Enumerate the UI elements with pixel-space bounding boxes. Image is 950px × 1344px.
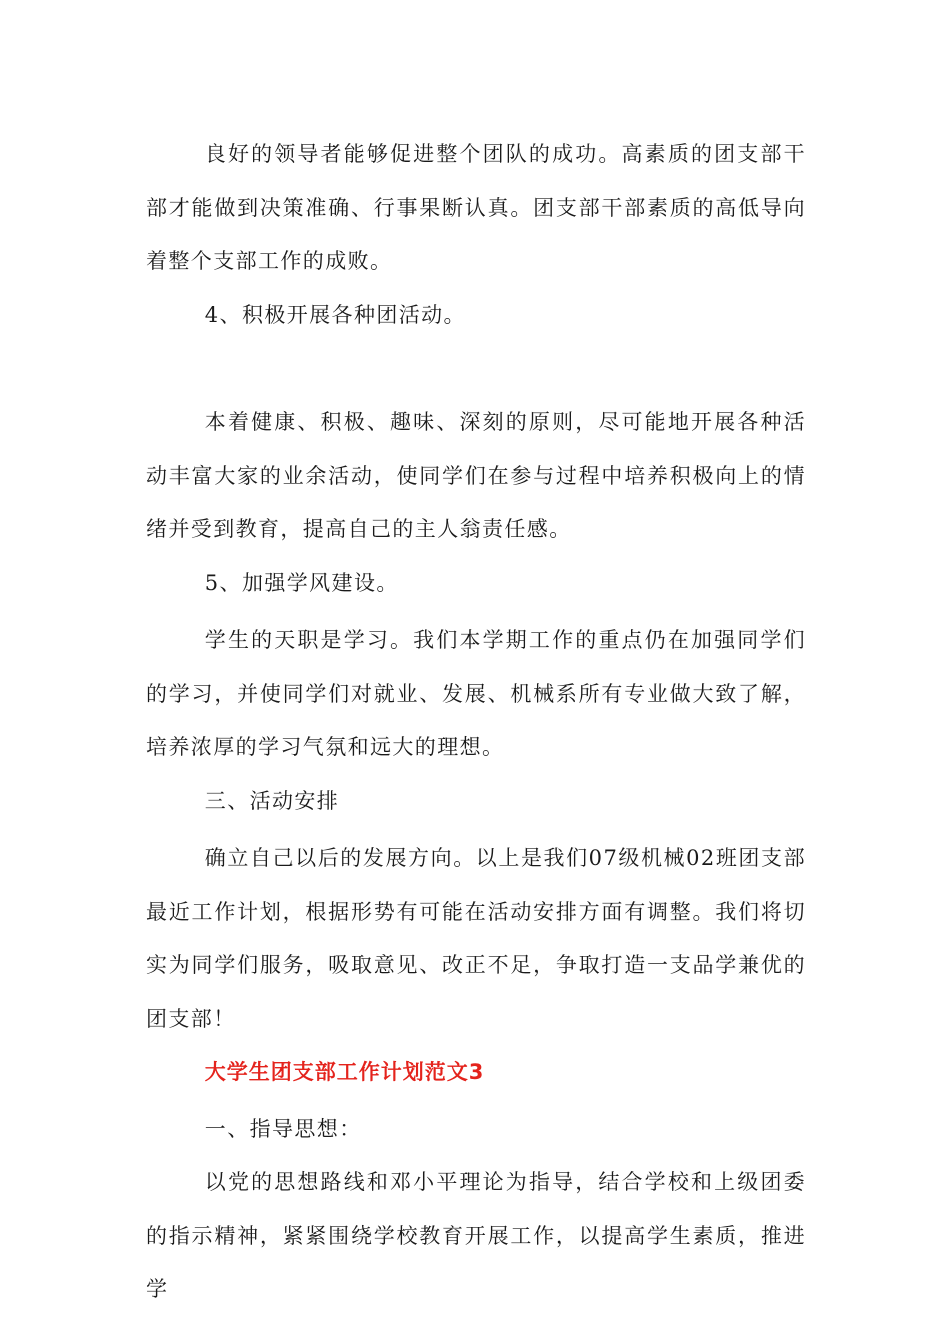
article-title: 大学生团支部工作计划范文3 bbox=[204, 1060, 485, 1084]
paragraph-study: 学生的天职是学习。我们本学期工作的重点仍在加强同学们的学习，并使同学们对就业、发展、机械系所有专业做大致了解，培养浓厚的学习气氛和远大的理想。 bbox=[146, 628, 806, 759]
paragraph-arrangement: 确立自己以后的发展方向。以上是我们07级机械02班团支部最近工作计划，根据形势有可能在活动安排方面有调整。我们将切实为同学们服务，吸取意见、改正不足，争取打造一支品学兼优的团支部！ bbox=[146, 846, 806, 1031]
document-body bbox=[146, 128, 806, 1301]
item-4-heading: 4、积极开展各种团活动。 bbox=[204, 303, 466, 327]
section-1-heading: 一、指导思想： bbox=[204, 1117, 362, 1141]
paragraph-guiding-thought: 以党的思想路线和邓小平理论为指导，结合学校和上级团委的指示精神，紧紧围绕学校教育开展工作，以提高学生素质，推进学 bbox=[146, 1170, 806, 1301]
section-3-heading: 三、活动安排 bbox=[204, 789, 340, 813]
paragraph-activities: 本着健康、积极、趣味、深刻的原则，尽可能地开展各种活动丰富大家的业余活动，使同学们在参与过程中培养积极向上的情绪并受到教育，提高自己的主人翁责任感。 bbox=[146, 410, 806, 541]
paragraph-leadership: 良好的领导者能够促进整个团队的成功。高素质的团支部干部才能做到决策准确、行事果断认真。团支部干部素质的高低导向着整个支部工作的成败。 bbox=[146, 142, 806, 273]
item-5-heading: 5、加强学风建设。 bbox=[204, 571, 399, 595]
